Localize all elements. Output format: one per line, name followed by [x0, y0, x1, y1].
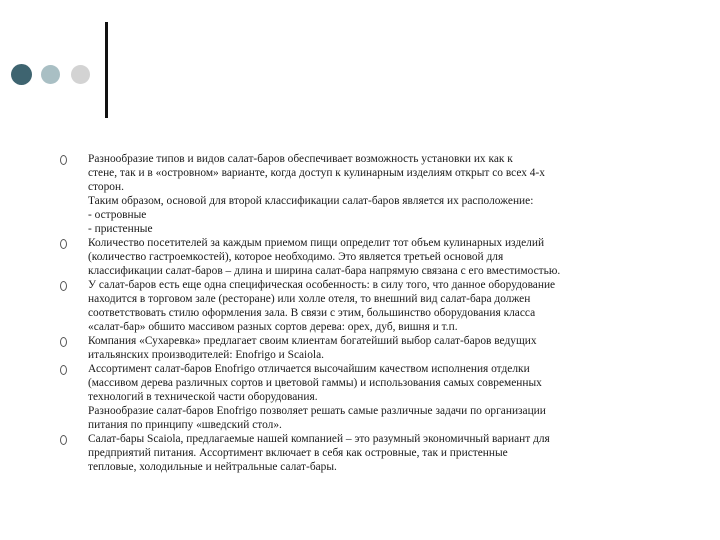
bullet-text-line: сторон.: [88, 181, 124, 193]
bullet-text-line: технологий в технической части оборудования.: [88, 391, 318, 403]
bullet-item: [60, 152, 700, 236]
bullet-circle-icon: [60, 281, 67, 291]
bullet-item: [60, 278, 700, 334]
bullet-item: [60, 334, 700, 362]
bullet-circle-icon: [60, 365, 67, 375]
bullet-text-line: (массивом дерева различных сортов и цветовой гаммы) и использования самых современных: [88, 377, 542, 389]
bullet-text-line: классификации салат-баров – длина и ширина салат-бара напрямую связана с его вместимостью.: [88, 265, 561, 277]
bullet-text-line: Ассортимент салат-баров Enofrigo отличается высочайшим качеством исполнения отделки: [88, 363, 530, 375]
bullet-text-line: - островные: [88, 209, 147, 221]
bullet-text-line: «салат-бар» обшито массивом разных сортов дерева: орех, дуб, вишня и т.п.: [88, 321, 458, 333]
decor-dot-dark: [11, 64, 32, 85]
bullet-text-line: - пристенные: [88, 223, 153, 235]
bullet-text-line: Таким образом, основой для второй классификации салат-баров является их расположение:: [88, 195, 534, 207]
bullet-circle-icon: [60, 155, 67, 165]
bullet-text-line: У салат-баров есть еще одна специфическая особенность: в силу того, что данное оборудование: [88, 279, 556, 291]
slide-content: [60, 152, 700, 474]
bullet-circle-icon: [60, 239, 67, 249]
bullet-text-line: Разнообразие салат-баров Enofrigo позволяет решать самые различные задачи по организации: [88, 405, 546, 417]
bullet-text-line: Салат-бары Scaiola, предлагаемые нашей компанией – это разумный экономичный вариант для: [88, 433, 550, 445]
vertical-rule: [105, 22, 108, 118]
bullet-text-line: итальянских производителей: Enofrigo и Scaiola.: [88, 349, 324, 361]
bullet-item: [60, 432, 700, 474]
decor-dot-light: [71, 65, 90, 84]
bullet-circle-icon: [60, 435, 67, 445]
bullet-text-line: (количество гастроемкостей), которое необходимо. Это является третьей основой для: [88, 251, 504, 263]
bullet-text-line: Разнообразие типов и видов салат-баров обеспечивает возможность установки их как к: [88, 153, 513, 165]
bullet-text-line: Компания «Сухаревка» предлагает своим клиентам богатейший выбор салат-баров ведущих: [88, 335, 537, 347]
bullet-circle-icon: [60, 337, 67, 347]
bullet-text-line: соответствовать стилю оформления зала. В связи с этим, большинство оборудования класса: [88, 307, 536, 319]
bullet-text-line: предприятий питания. Ассортимент включает в себя как островные, так и пристенные: [88, 447, 508, 459]
bullet-item: [60, 362, 700, 432]
bullet-item: [60, 236, 700, 278]
decor-dot-mid: [41, 65, 60, 84]
bullet-text-line: питания по принципу «шведский стол».: [88, 419, 282, 431]
bullet-text-line: Количество посетителей за каждым приемом пищи определит тот объем кулинарных изделий: [88, 237, 545, 249]
bullet-text-line: стене, так и в «островном» варианте, когда доступ к кулинарным изделиям открыт со всех 4-х: [88, 167, 545, 179]
bullet-text-line: находится в торговом зале (ресторане) или холле отеля, то внешний вид салат-бара должен: [88, 293, 531, 305]
bullet-text-line: тепловые, холодильные и нейтральные салат-бары.: [88, 461, 337, 473]
